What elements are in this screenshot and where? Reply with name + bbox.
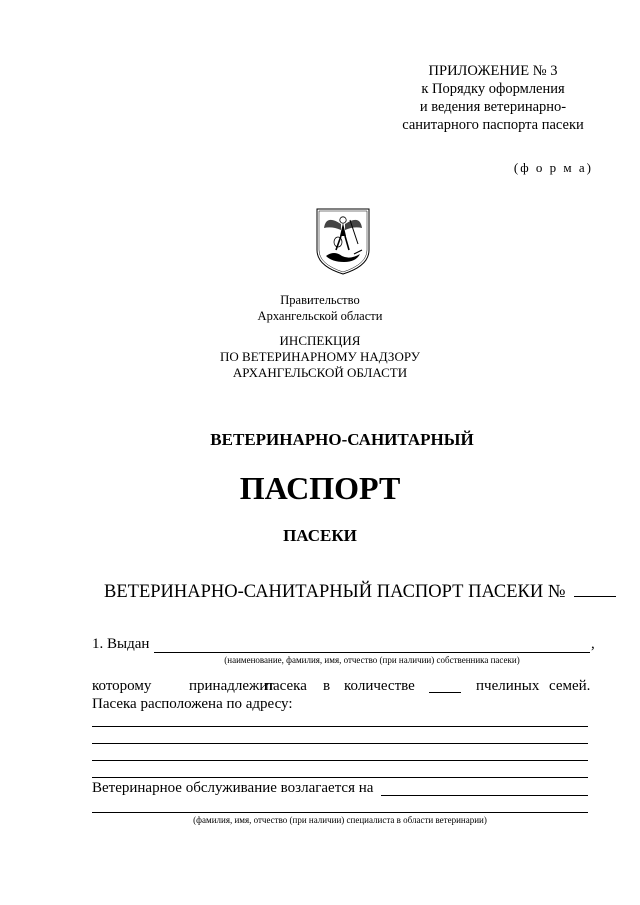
ownership-word-2: принадлежит (189, 678, 274, 694)
form-label: (ф о р м а) (513, 160, 593, 175)
vet-specialist-line[interactable] (92, 812, 588, 813)
address-line-4[interactable] (92, 777, 588, 778)
passport-number-label: ВЕТЕРИНАРНО-САНИТАРНЫЙ ПАСПОРТ ПАСЕКИ № (104, 582, 566, 602)
ownership-word-3: пасека (265, 678, 307, 694)
inspection-line-3: АРХАНГЕЛЬСКОЙ ОБЛАСТИ (232, 365, 408, 380)
appendix-line-4: санитарного паспорта пасеки (402, 117, 584, 133)
location-label: Пасека расположена по адресу: (92, 696, 293, 712)
title-line-3: ПАСЕКИ (283, 526, 357, 545)
issued-blank-line[interactable] (154, 652, 590, 653)
ownership-word-7: семей. (549, 678, 591, 694)
issued-label: 1. Выдан (92, 636, 150, 652)
address-line-2[interactable] (92, 743, 588, 744)
ownership-word-1: которому (92, 678, 152, 694)
ownership-word-6: пчелиных (476, 678, 540, 694)
inspection-line-2: ПО ВЕТЕРИНАРНОМУ НАДЗОРУ (220, 349, 420, 364)
issued-trailing-comma: , (591, 636, 595, 652)
passport-number-blank[interactable] (574, 582, 616, 597)
title-line-2: ПАСПОРТ (239, 470, 401, 506)
government-line-2: Архангельской области (257, 309, 383, 323)
vet-service-label: Ветеринарное обслуживание возлагается на (92, 780, 374, 796)
ownership-word-4: в (323, 678, 331, 694)
bee-colonies-count-blank[interactable] (429, 692, 461, 693)
vet-service-blank-line[interactable] (381, 795, 588, 796)
appendix-header (393, 62, 593, 134)
passport-number-heading (104, 582, 616, 603)
title-line-1: ВЕТЕРИНАРНО-САНИТАРНЫЙ (210, 430, 474, 449)
inspection-line-1: ИНСПЕКЦИЯ (279, 333, 361, 348)
address-line-1[interactable] (92, 726, 588, 727)
government-block (0, 292, 640, 324)
government-line-1: Правительство (280, 293, 360, 307)
appendix-line-2: к Порядку оформления (421, 81, 565, 97)
appendix-line-3: и ведения ветеринарно- (419, 99, 567, 115)
inspection-block (0, 333, 640, 381)
coat-of-arms-icon (314, 206, 372, 276)
vet-service-caption: (фамилия, имя, отчество (при наличии) специалиста в области ветеринарии) (193, 815, 487, 825)
appendix-line-1: ПРИЛОЖЕНИЕ № 3 (428, 63, 558, 79)
address-line-3[interactable] (92, 760, 588, 761)
ownership-word-5: количестве (344, 678, 415, 694)
issued-caption: (наименование, фамилия, имя, отчество (при наличии) собственника пасеки) (224, 655, 520, 665)
